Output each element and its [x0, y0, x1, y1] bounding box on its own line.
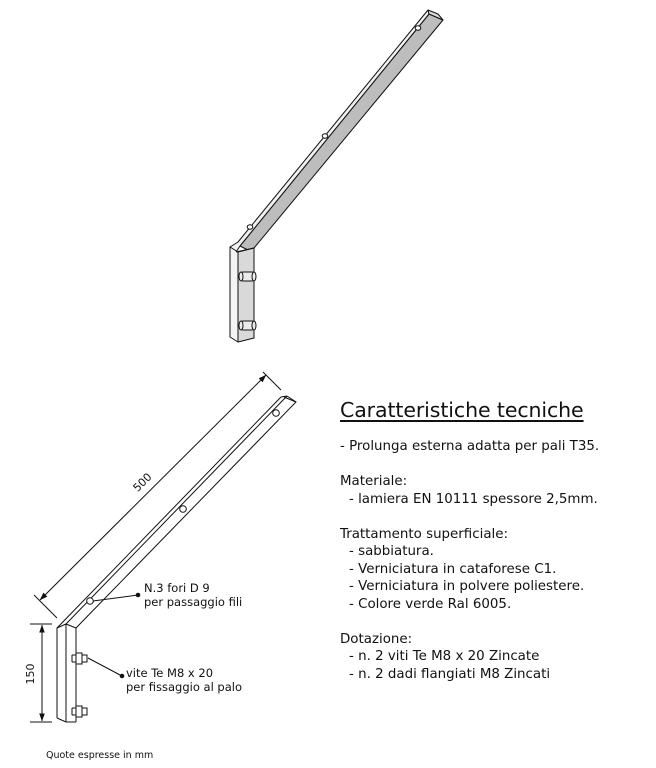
material-item: - lamiera EN 10111 spessore 2,5mm.: [349, 491, 598, 507]
treatment-item: - Colore verde Ral 6005.: [349, 596, 512, 612]
bolt-icon: [239, 321, 256, 330]
dimension-500-label: 500: [130, 470, 155, 495]
screws-note-line-2: per fissaggio al palo: [126, 680, 242, 694]
hole-icon: [273, 410, 280, 417]
screws-note-line-1: vite Te M8 x 20: [126, 666, 214, 680]
bolt-icon: [72, 706, 87, 717]
holes-note-line-1: N.3 fori D 9: [144, 581, 210, 595]
treatment-item: - Verniciatura in cataforese C1.: [349, 561, 557, 577]
material-heading: Materiale:: [340, 474, 408, 489]
bolt-icon: [239, 272, 256, 281]
equipment-item: - n. 2 viti Te M8 x 20 Zincate: [349, 649, 540, 664]
holes-note-line-2: per passaggio fili: [144, 595, 243, 609]
bolt-icon: [72, 653, 87, 664]
technical-specs-panel: [340, 398, 650, 683]
specs-title: Caratteristiche tecniche: [340, 398, 584, 422]
hole-icon: [322, 134, 328, 139]
specs-intro: - Prolunga esterna adatta per pali T35.: [340, 439, 600, 454]
equipment-heading: Dotazione:: [340, 631, 413, 647]
treatment-heading: Trattamento superficiale:: [340, 526, 508, 542]
hole-icon: [415, 26, 421, 31]
hole-icon: [180, 506, 187, 513]
units-footnote: Quote espresse in mm: [46, 750, 154, 761]
treatment-item: - sabbiatura.: [349, 544, 434, 559]
dimension-150-label: 150: [24, 663, 37, 685]
equipment-item: - n. 2 dadi flangiati M8 Zincati: [349, 666, 551, 682]
hole-icon: [87, 598, 94, 605]
bracket-3d-view: [230, 10, 443, 342]
hole-icon: [247, 225, 253, 230]
treatment-item: - Verniciatura in polvere poliestere.: [349, 579, 585, 594]
